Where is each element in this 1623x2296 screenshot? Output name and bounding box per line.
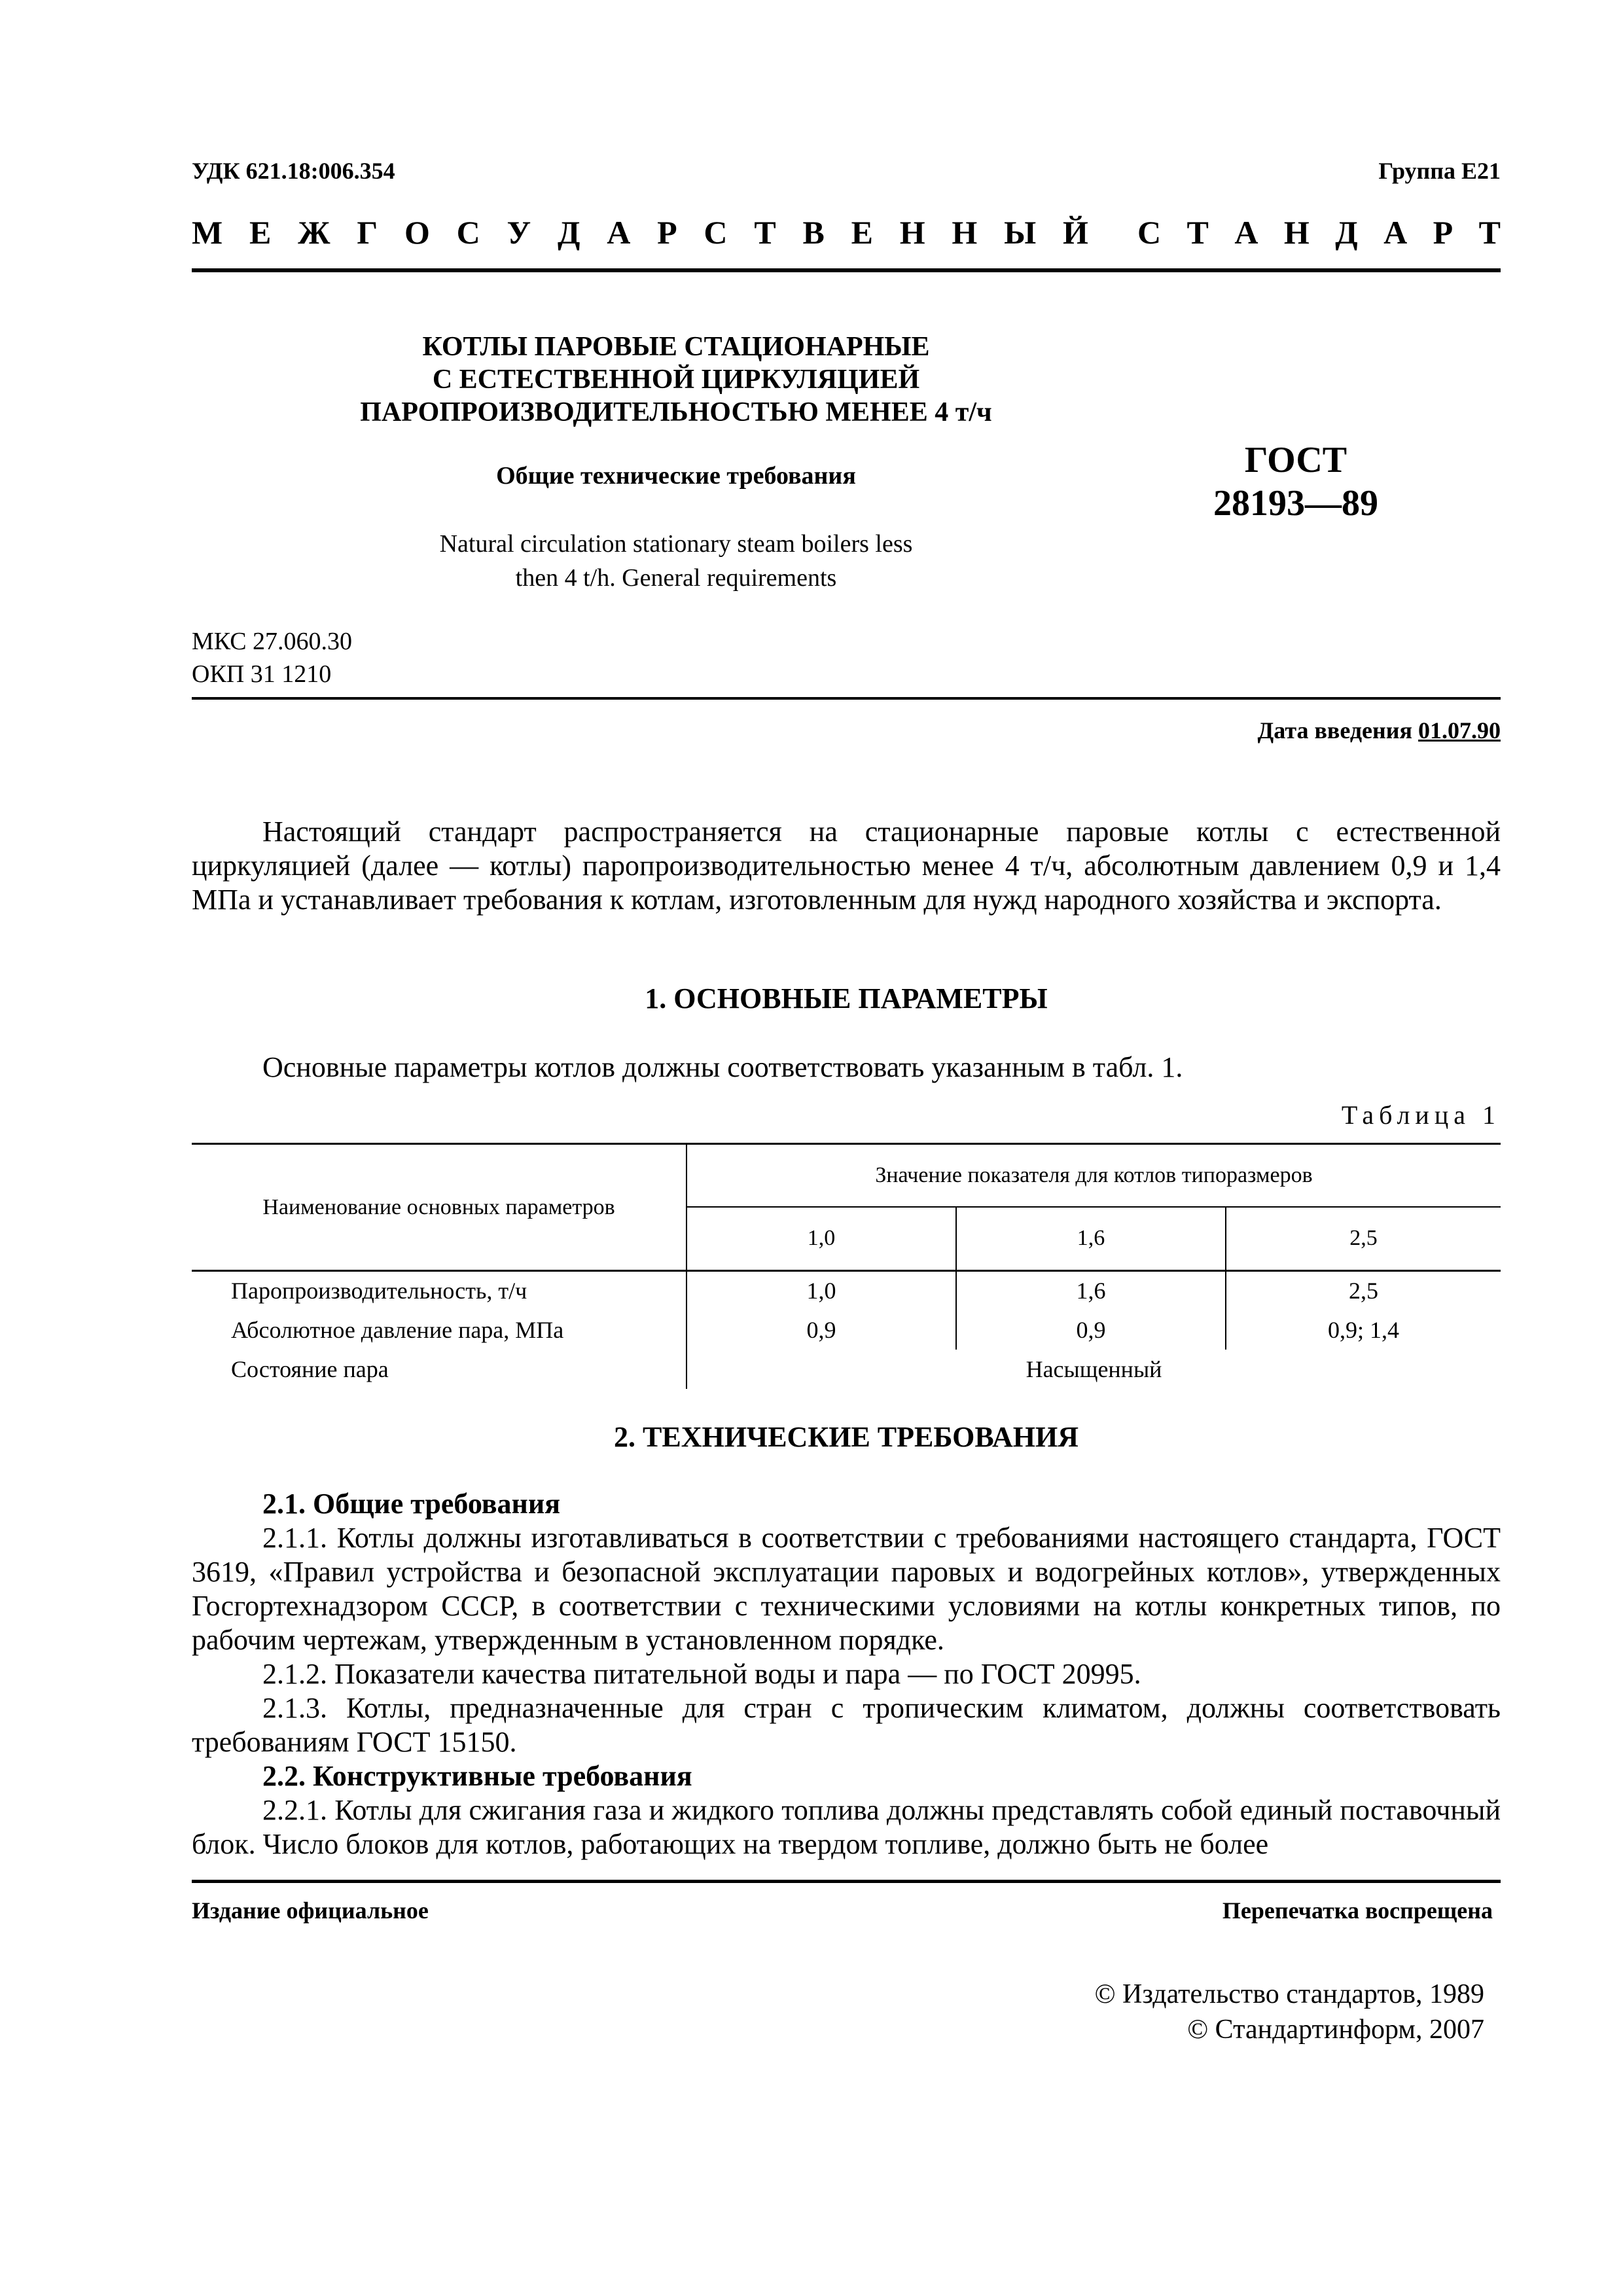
date-label: Дата введения (1257, 717, 1412, 744)
banner-word-1 (192, 213, 1088, 251)
banner-letter: А (607, 214, 631, 251)
document-subtitle: Общие технические требования (496, 462, 856, 490)
row-value: 1,6 (956, 1271, 1226, 1310)
banner-letter: С (1137, 214, 1162, 251)
banner-letter: А (1383, 214, 1408, 251)
row-value: Насыщенный (1026, 1355, 1162, 1382)
codes-rule (192, 697, 1501, 700)
banner-letter: Й (1063, 214, 1088, 251)
paragraph-2-1-3: 2.1.3. Котлы, предназначенные для стран с тропическим климатом, должны соответствовать требованиям ГОСТ 15150. (192, 1692, 1501, 1758)
footer-rule (192, 1880, 1501, 1883)
banner-letter: Р (1433, 214, 1454, 251)
gost-designation (1158, 439, 1433, 525)
banner-letter: Н (1283, 214, 1310, 251)
header-parameter-name: Наименование основных параметров (192, 1144, 687, 1271)
gost-label: ГОСТ (1244, 440, 1347, 480)
paragraph-2-2-1: 2.2.1. Котлы для сжигания газа и жидкого топлива должны представлять собой единый поставочный блок. Число блоков для котлов, работающих на твердом топливе, должно быть не более (192, 1794, 1501, 1860)
header-values: Значение показателя для котлов типоразмеров (687, 1144, 1501, 1207)
row-name: Паропроизводительность, т/ч (192, 1271, 687, 1310)
document-title (192, 331, 1160, 429)
group-code: Группа Е21 (1378, 158, 1501, 184)
paragraph-2-1-2: 2.1.2. Показатели качества питательной воды и пара — по ГОСТ 20995. (262, 1658, 1141, 1690)
banner-letter: Т (1186, 214, 1209, 251)
section-1-heading: 1. ОСНОВНЫЕ ПАРАМЕТРЫ (645, 982, 1048, 1014)
banner-letter: А (1234, 214, 1258, 251)
size-1: 1,0 (687, 1207, 956, 1271)
paragraph-2-1-1: 2.1.1. Котлы должны изготавливаться в соответствии с требованиями настоящего стандарта, ГОСТ 3619, «Правил устройства и безопасной эксплуатации паровых и водогрейных котлов», утвержденных Госгортехнадзором СССР, в соответствии с техническими условиями на котлы конкретных типов, по рабочим чертежам, утвержденным в установленном порядке. (192, 1522, 1501, 1656)
size-3: 2,5 (1226, 1207, 1501, 1271)
row-value: 0,9; 1,4 (1327, 1316, 1399, 1343)
title-line-3: ПАРОПРОИЗВОДИТЕЛЬНОСТЬЮ МЕНЕЕ 4 т/ч (360, 397, 992, 427)
okp-code: ОКП 31 1210 (192, 660, 332, 688)
mks-code: МКС 27.060.30 (192, 628, 353, 655)
intro-paragraph (192, 815, 1501, 917)
banner-letter: С (704, 214, 728, 251)
table-caption: Таблица 1 (1341, 1100, 1501, 1130)
reprint-prohibited-label: Перепечатка воспрещена (1222, 1897, 1493, 1924)
banner-letter: В (802, 214, 825, 251)
header-row (192, 157, 1501, 190)
copyright-block (1095, 1977, 1484, 2047)
banner-letter: Ж (298, 214, 330, 251)
section-2-heading: 2. ТЕХНИЧЕСКИЕ ТРЕБОВАНИЯ (614, 1421, 1079, 1453)
banner-word-2 (1137, 213, 1501, 251)
banner-letter: Д (1335, 214, 1358, 251)
header-rule (192, 268, 1501, 272)
title-line-1: КОТЛЫ ПАРОВЫЕ СТАЦИОНАРНЫЕ (422, 332, 930, 362)
copyright-1: © Издательство стандартов, 1989 (1094, 1979, 1484, 2009)
banner-letter: Т (1478, 214, 1501, 251)
size-2: 1,6 (956, 1207, 1226, 1271)
section-1-text (192, 1050, 1501, 1085)
udk-code: УДК 621.18:006.354 (192, 158, 395, 184)
banner-letter: Н (899, 214, 925, 251)
row-name: Абсолютное давление пара, МПа (192, 1310, 687, 1350)
english-title-line-1: Natural circulation stationary steam boilers less (439, 530, 913, 558)
interstate-standard-banner (192, 213, 1501, 251)
english-title (192, 527, 1160, 595)
banner-letter: Е (249, 214, 272, 251)
official-edition-label: Издание официальное (192, 1897, 429, 1924)
date-value: 01.07.90 (1418, 717, 1501, 744)
subsection-2-2-heading: 2.2. Конструктивные требования (262, 1760, 692, 1792)
intro-text: Настоящий стандарт распространяется на стационарные паровые котлы с естественной циркуляцией (далее — котлы) паропроизводительностью менее 4 т/ч, абсолютным давлением 0,9 и 1,4 МПа и устанавливает требования к котлам, изготовленным для нужд народного хозяйства и экспорта. (192, 816, 1501, 916)
title-line-2: С ЕСТЕСТВЕННОЙ ЦИРКУЛЯЦИЕЙ (432, 365, 920, 395)
banner-letter: Г (357, 214, 378, 251)
row-name: Состояние пара (192, 1350, 687, 1389)
english-title-line-2: then 4 t/h. General requirements (515, 564, 837, 592)
banner-letter: О (404, 214, 430, 251)
row-value: 0,9 (687, 1310, 956, 1350)
banner-letter: М (192, 214, 223, 251)
row-value: 1,0 (687, 1271, 956, 1310)
copyright-2: © Стандартинформ, 2007 (1187, 2015, 1484, 2045)
table-row (192, 1271, 1501, 1310)
classification-codes (192, 625, 352, 691)
subsection-2-1-heading: 2.1. Общие требования (262, 1488, 560, 1520)
row-value: 0,9 (956, 1310, 1226, 1350)
banner-letter: У (507, 214, 531, 251)
parameters-table (192, 1143, 1501, 1389)
introduction-date (1258, 717, 1501, 744)
banner-letter: Ы (1004, 214, 1037, 251)
row-value: 2,5 (1349, 1278, 1378, 1304)
banner-letter: Е (851, 214, 873, 251)
gost-number: 28193—89 (1213, 483, 1378, 524)
banner-letter: С (456, 214, 480, 251)
banner-letter: Р (657, 214, 677, 251)
banner-letter: Т (754, 214, 776, 251)
section-2-body (192, 1487, 1501, 1861)
table-row (192, 1350, 1501, 1389)
banner-letter: Д (558, 214, 580, 251)
banner-letter: Н (952, 214, 978, 251)
table-row (192, 1310, 1501, 1350)
section-1-paragraph: Основные параметры котлов должны соответствовать указанным в табл. 1. (262, 1051, 1183, 1083)
